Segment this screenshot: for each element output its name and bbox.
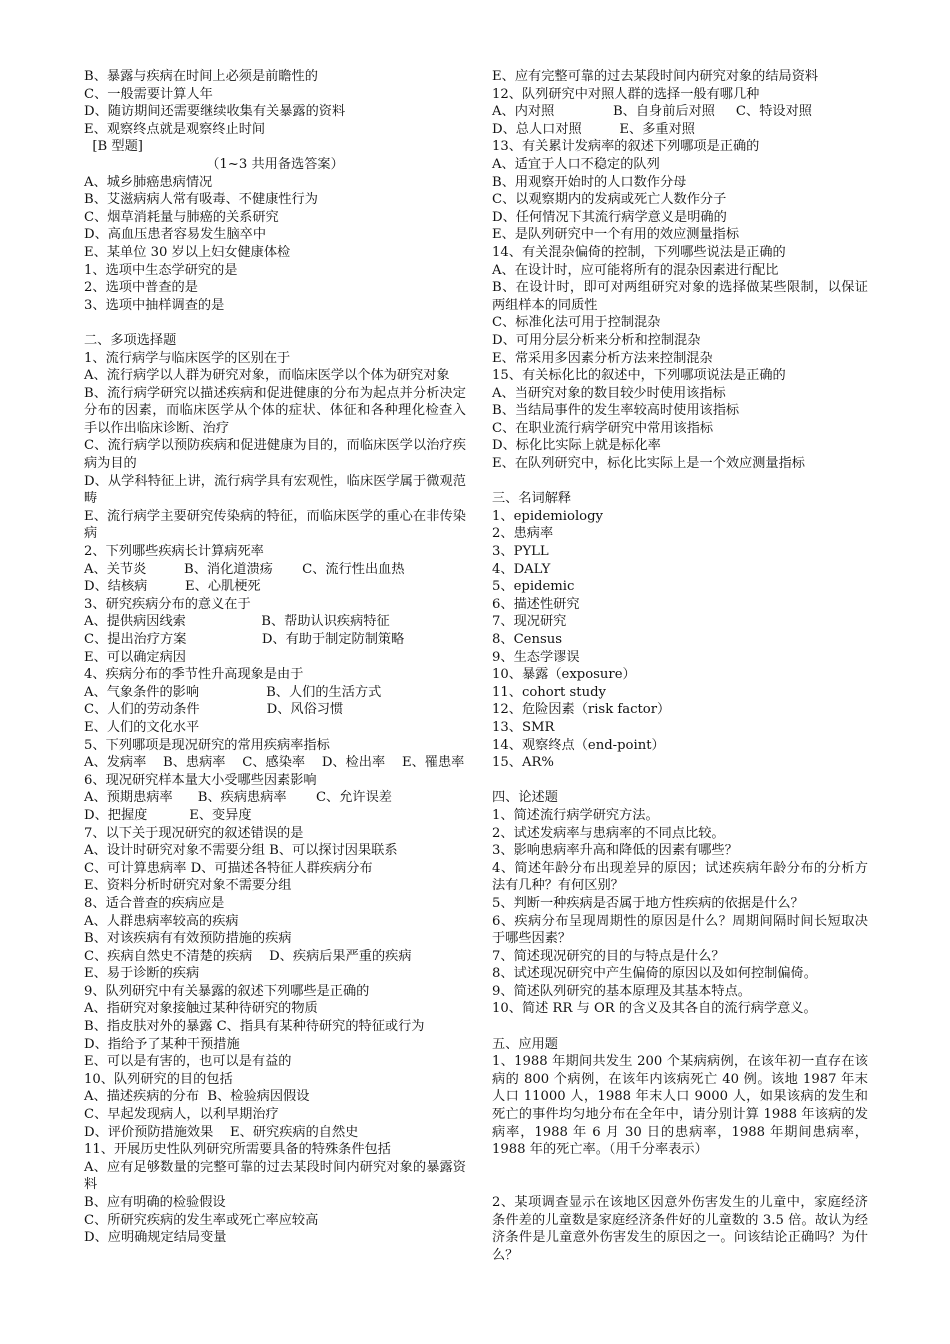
text-line: 3、PYLL <box>492 544 549 560</box>
text-line: A、发病率 B、患病率 C、感染率 D、检出率 E、罹患率 <box>84 755 465 771</box>
text-line: E、流行病学主要研究传染病的特征，而临床医学的重心在非传染病 <box>84 508 466 542</box>
text-line: D、把握度 E、变异度 <box>84 807 252 823</box>
text-line: C、在职业流行病学研究中常用该指标 <box>492 420 714 436</box>
text-line: 15、有关标化比的叙述中，下列哪项说法是正确的 <box>492 368 786 384</box>
text-line <box>84 314 466 332</box>
text-line: D、任何情况下其流行病学意义是明确的 <box>492 209 727 225</box>
text-line: 7、现况研究 <box>492 614 567 630</box>
text-line: 3、选项中抽样调查的是 <box>84 297 225 313</box>
text-line: D、可用分层分析来分析和控制混杂 <box>492 332 701 348</box>
text-line: 5、下列哪项是现况研究的常用疾病率指标 <box>84 737 330 753</box>
text-line: E、应有完整可靠的过去某段时间内研究对象的结局资料 <box>492 69 819 84</box>
text-line: E、易于诊断的疾病 <box>84 966 200 982</box>
text-line: A、气象条件的影响 B、人们的生活方式 <box>84 684 382 700</box>
text-line: 2、下列哪些疾病长计算病死率 <box>84 544 264 560</box>
text-line: D、结核病 E、心肌梗死 <box>84 579 261 595</box>
text-line: 10、简述 RR 与 OR 的含义及其各自的流行病学意义。 <box>492 1001 817 1017</box>
text-line: D、评价预防措施效果 E、研究疾病的自然史 <box>84 1124 359 1140</box>
text-line: A、城乡肺癌患病情况 <box>84 174 213 190</box>
text-line: B、艾滋病病人常有吸毒、不健康性行为 <box>84 192 318 208</box>
text-line: 三、名词解释 <box>492 491 572 507</box>
text-line: 12、队列研究中对照人群的选择一般有哪几种 <box>492 86 760 102</box>
text-line: 14、有关混杂偏倚的控制，下列哪些说法是正确的 <box>492 244 786 260</box>
text-line: 13、有关累计发病率的叙述下列哪项是正确的 <box>492 139 760 155</box>
text-line: 14、观察终点（end-point） <box>492 737 665 753</box>
text-line <box>492 1018 868 1036</box>
text-line: B、暴露与疾病在时间上必须是前瞻性的 <box>84 69 318 84</box>
text-line: C、以观察期内的发病或死亡人数作分子 <box>492 192 727 208</box>
text-line: 9、队列研究中有关暴露的叙述下列哪些是正确的 <box>84 983 370 999</box>
text-line: 4、DALY <box>492 561 551 577</box>
text-line: 6、疾病分布呈现周期性的原因是什么？周期间隔时间长短取决于哪些因素？ <box>492 913 868 947</box>
text-line: C、流行病学以预防疾病和促进健康为目的，而临床医学以治疗疾病为目的 <box>84 438 466 472</box>
text-line: 1、epidemiology <box>492 508 603 524</box>
text-line: E、是队列研究中一个有用的效应测量指标 <box>492 227 739 243</box>
text-line: E、某单位 30 岁以上妇女健康体检 <box>84 244 291 260</box>
text-line: A、适宜于人口不稳定的队列 <box>492 156 660 172</box>
text-line <box>492 1176 868 1194</box>
text-line: C、标准化法可用于控制混杂 <box>492 315 661 331</box>
text-line: B、在设计时，即可对两组研究对象的选择做某些限制，以保证两组样本的同质性 <box>492 280 868 313</box>
text-line: B、指皮肤对外的暴露 C、指具有某种待研究的特征或行为 <box>84 1019 425 1035</box>
text-line: 1、流行病学与临床医学的区别在于 <box>84 350 291 366</box>
text-line: B、对该疾病有有效预防措施的疾病 <box>84 931 292 947</box>
text-line: 13、SMR <box>492 719 555 735</box>
text-line: C、提出治疗方案 D、有助于制定防制策略 <box>84 632 405 647</box>
text-line: 10、暴露（exposure） <box>492 667 636 683</box>
text-line: 9、生态学谬误 <box>492 649 580 665</box>
text-line: 6、描述性研究 <box>492 596 580 612</box>
text-line: 二、多项选择题 <box>84 332 177 348</box>
text-line: 15、AR% <box>492 755 554 771</box>
text-line: 1、选项中生态学研究的是 <box>84 262 238 278</box>
text-line: 2、患病率 <box>492 526 554 542</box>
text-line: C、烟草消耗量与肺癌的关系研究 <box>84 209 279 225</box>
text-line: 12、危险因素（risk factor） <box>492 702 671 718</box>
text-line: D、高血压患者容易发生脑卒中 <box>84 227 267 243</box>
text-line: E、常采用多因素分析方法来控制混杂 <box>492 350 713 366</box>
text-line: D、总人口对照 E、多重对照 <box>492 121 695 137</box>
text-line: C、一般需要计算人年 <box>84 86 213 102</box>
text-line: 10、队列研究的目的包括 <box>84 1071 233 1087</box>
text-line: C、早起发现病人，以利早期治疗 <box>84 1107 279 1123</box>
text-line: D、应明确规定结局变量 <box>84 1230 227 1246</box>
text-line: E、资料分析时研究对象不需要分组 <box>84 878 292 894</box>
text-line: 8、Census <box>492 632 562 647</box>
text-line: D、标化比实际上就是标化率 <box>492 438 661 454</box>
text-line: （1~3 共用备选答案） <box>206 156 344 172</box>
left-column <box>84 68 466 1247</box>
text-line: 11、开展历史性队列研究所需要具备的特殊条件包括 <box>84 1142 391 1158</box>
text-line: 5、epidemic <box>492 579 575 595</box>
text-line: A、关节炎 B、消化道溃疡 C、流行性出血热 <box>84 561 405 577</box>
text-line: [B 型题] <box>84 139 143 155</box>
text-line: A、指研究对象接触过某种待研究的物质 <box>84 1001 318 1017</box>
text-line: 2、某项调查显示在该地区因意外伤害发生的儿童中，家庭经济条件差的儿童数是家庭经济条件好的儿童数的 3.5 倍。故认为经济条件是儿童意外伤害发生的原因之一。问该结论正确吗？为什么？ <box>492 1195 868 1263</box>
text-line: 4、疾病分布的季节性升高现象是由于 <box>84 667 304 683</box>
text-line: 7、以下关于现况研究的叙述错误的是 <box>84 825 304 841</box>
text-line: A、提供病因线索 B、帮助认识疾病特征 <box>84 614 390 630</box>
text-line: A、内对照 B、自身前后对照 C、特设对照 <box>492 104 812 120</box>
text-line: C、疾病自然史不清楚的疾病 D、疾病后果严重的疾病 <box>84 948 412 964</box>
text-line: D、随访期间还需要继续收集有关暴露的资料 <box>84 104 346 120</box>
text-line: 9、简述队列研究的基本原理及其基本特点。 <box>492 983 751 999</box>
text-line: 五、应用题 <box>492 1036 558 1052</box>
text-line: 8、试述现况研究中产生偏倚的原因以及如何控制偏倚。 <box>492 966 817 982</box>
text-line <box>492 772 868 790</box>
text-line: 1、简述流行病学研究方法。 <box>492 807 659 823</box>
text-line: E、可以是有害的，也可以是有益的 <box>84 1054 292 1070</box>
text-line: A、应有足够数量的完整可靠的过去某段时间内研究对象的暴露资料 <box>84 1159 466 1193</box>
text-line: C、人们的劳动条件 D、风俗习惯 <box>84 702 344 718</box>
text-line: 11、cohort study <box>492 684 606 700</box>
text-line: E、可以确定病因 <box>84 649 186 665</box>
text-line: A、描述疾病的分布 B、检验病因假设 <box>84 1089 310 1105</box>
text-line: 5、判断一种疾病是否属于地方性疾病的依据是什么？ <box>492 895 804 911</box>
text-line: E、在队列研究中，标化比实际上是一个效应测量指标 <box>492 456 805 472</box>
text-line: B、流行病学研究以描述疾病和促进健康的分布为起点并分析决定分布的因素，而临床医学从个体的症状、体征和各种理化检查入手以作出临床诊断、治疗 <box>84 385 466 436</box>
text-line: E、人们的文化水平 <box>84 719 200 735</box>
text-line: A、当研究对象的数目较少时使用该指标 <box>492 385 726 401</box>
text-line: D、从学科特征上讲，流行病学具有宏观性，临床医学属于微观范畴 <box>84 473 466 507</box>
text-line: A、在设计时，应可能将所有的混杂因素进行配比 <box>492 262 779 278</box>
right-column <box>492 68 868 1264</box>
text-line: A、预期患病率 B、疾病患病率 C、允许误差 <box>84 790 392 806</box>
text-line: D、指给予了某种干预措施 <box>84 1036 240 1052</box>
text-line: 3、研究疾病分布的意义在于 <box>84 596 251 612</box>
text-line: 7、简述现况研究的目的与特点是什么？ <box>492 948 725 964</box>
text-line <box>492 473 868 491</box>
text-line: B、应有明确的检验假设 <box>84 1195 226 1210</box>
text-line: 6、现况研究样本量大小受哪些因素影响 <box>84 772 317 788</box>
text-line: A、流行病学以人群为研究对象，而临床医学以个体为研究对象 <box>84 368 450 384</box>
text-line: 四、论述题 <box>492 790 558 806</box>
text-line: B、当结局事件的发生率较高时使用该指标 <box>492 403 740 419</box>
text-line: 2、选项中普查的是 <box>84 280 198 296</box>
text-line: 4、简述年龄分布出现差异的原因；试述疾病年龄分布的分析方法有几种？有何区别？ <box>492 860 868 894</box>
text-line: C、所研究疾病的发生率或死亡率应较高 <box>84 1212 319 1228</box>
text-line: B、用观察开始时的人口数作分母 <box>492 174 687 190</box>
text-line: 8、适合普查的疾病应是 <box>84 895 225 911</box>
text-line: A、设计时研究对象不需要分组 B、可以探讨因果联系 <box>84 843 398 859</box>
text-line: E、观察终点就是观察终止时间 <box>84 121 266 137</box>
text-line: A、人群患病率较高的疾病 <box>84 913 239 929</box>
text-line: C、可计算患病率 D、可描述各特征人群疾病分布 <box>84 860 373 876</box>
text-line: 2、试述发病率与患病率的不同点比较。 <box>492 825 725 841</box>
text-line: 1、1988 年期间共发生 200 个某病病例，在该年初一直存在该病的 800 个病例，在该年内该病死亡 40 例。该地 1987 年末人口 11000 人，1988 年末人口 9000 人，如果该病的发生和死亡的事件均匀地分布在全年中，请分别计算 1988 年该病的发病率，1988 年 6 月 30 日的患病率，1988 年期间患病率，1988 年的死亡率。（用千分率表示） <box>492 1054 868 1158</box>
text-line: 3、影响患病率升高和降低的因素有哪些？ <box>492 843 738 859</box>
text-line <box>492 1159 868 1177</box>
